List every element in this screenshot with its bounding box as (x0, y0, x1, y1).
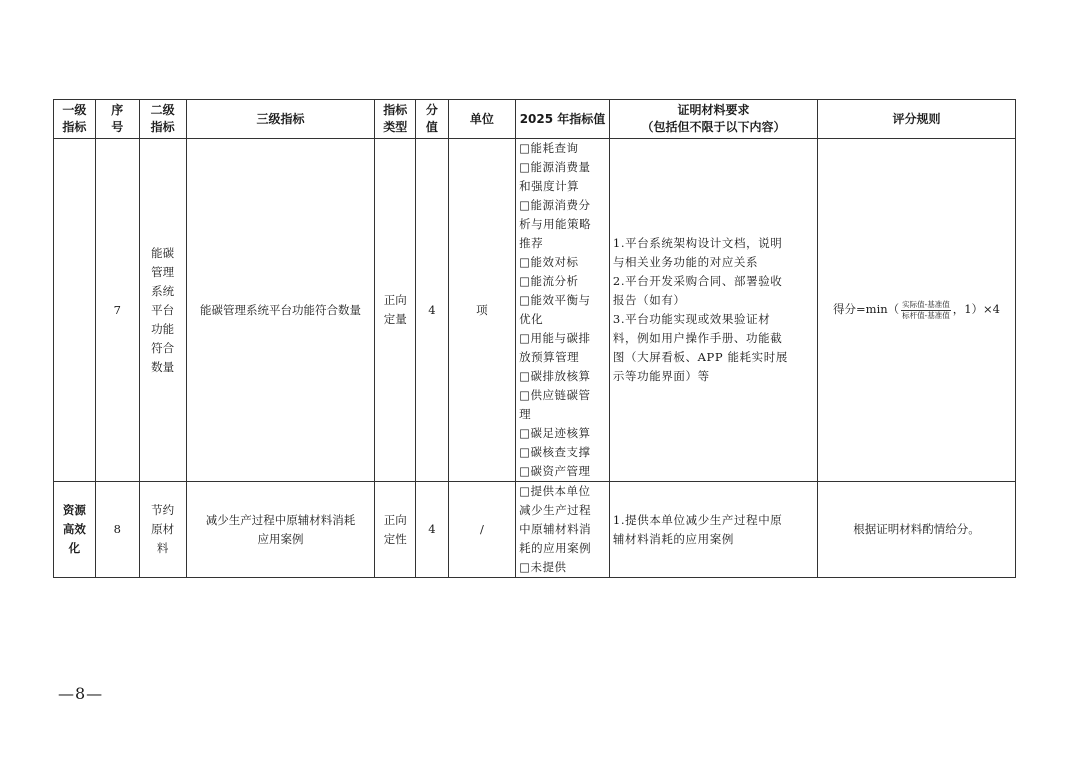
header-seq: 序 号 (95, 100, 139, 139)
option-line: □能效平衡与 (519, 293, 591, 307)
header-level2: 二级 指标 (139, 100, 186, 139)
cell-level2: 能碳 管理 系统 平台 功能 符合 数量 (139, 139, 186, 482)
formula-fraction: $\frac{\text{实际值-基准值}}{\text{标杆值-基准值}}$ (902, 299, 950, 320)
option-line: □未提供 (519, 560, 567, 574)
page-number: —8— (58, 684, 104, 703)
option-line: □碳排放核算 (519, 369, 591, 383)
cell-target-options (516, 482, 610, 578)
indicator-table (53, 99, 1016, 578)
cell-type: 正向 定性 (375, 482, 416, 578)
header-type: 指标 类型 (375, 100, 416, 139)
cell-evidence: 1.平台系统架构设计文档，说明 与相关业务功能的对应关系 2.平台开发采购合同、部署验收 报告（如有） 3.平台功能实现或效果验证材 料，例如用户操作手册、功能截 图（大屏看板、APP 能耗实时展 示等功能界面）等 (609, 139, 817, 482)
option-line: □碳核查支撑 (519, 445, 591, 459)
cell-level3: 减少生产过程中原辅材料消耗 应用案例 (186, 482, 375, 578)
cell-level2: 节约 原材 料 (139, 482, 186, 578)
option-line: 推荐 (519, 236, 544, 250)
cell-target-options (516, 139, 610, 482)
cell-evidence: 1.提供本单位减少生产过程中原 辅材料消耗的应用案例 (609, 482, 817, 578)
option-line: □能流分析 (519, 274, 579, 288)
option-line: □供应链碳管 (519, 388, 591, 402)
header-row (54, 100, 1016, 139)
cell-unit: 项 (448, 139, 515, 482)
cell-level3: 能碳管理系统平台功能符合数量 (186, 139, 375, 482)
table-row (54, 139, 1016, 482)
header-level1: 一级 指标 (54, 100, 96, 139)
option-line: 放预算管理 (519, 350, 580, 364)
option-line: □碳足迹核算 (519, 426, 591, 440)
cell-score: 4 (416, 139, 449, 482)
cell-rule (818, 139, 1016, 482)
header-evidence: 证明材料要求 （包括但不限于以下内容） (609, 100, 817, 139)
cell-score: 4 (416, 482, 449, 578)
option-line: □能源消费量 (519, 160, 591, 174)
option-line: □能源消费分 (519, 198, 591, 212)
option-line: 理 (519, 407, 532, 421)
header-level3: 三级指标 (186, 100, 375, 139)
option-line: □用能与碳排 (519, 331, 591, 345)
option-line: 减少生产过程 (519, 503, 592, 517)
option-line: 中原辅材料消 (519, 522, 592, 536)
cell-seq: 7 (95, 139, 139, 482)
option-line: 析与用能策略 (519, 217, 592, 231)
option-line: □能效对标 (519, 255, 579, 269)
table-row (54, 482, 1016, 578)
header-unit: 单位 (448, 100, 515, 139)
option-line: □能耗查询 (519, 141, 579, 155)
header-rule: 评分规则 (818, 100, 1016, 139)
option-line: □碳资产管理 (519, 464, 591, 478)
cell-level1: 资源 高效 化 (54, 482, 96, 578)
cell-type: 正向 定量 (375, 139, 416, 482)
cell-rule: 根据证明材料酌情给分。 (818, 482, 1016, 578)
header-score: 分 值 (416, 100, 449, 139)
header-target-2025: 2025 年指标值 (516, 100, 610, 139)
option-line: 和强度计算 (519, 179, 580, 193)
cell-level1 (54, 139, 96, 482)
cell-unit: / (448, 482, 515, 578)
cell-seq: 8 (95, 482, 139, 578)
score-formula: 得分=min（ $\frac{\text{实际值-基准值}}{\text{标杆值-基准值}}$ ，1）×4 (833, 299, 1000, 320)
option-line: 耗的应用案例 (519, 541, 592, 555)
option-line: □提供本单位 (519, 484, 591, 498)
option-line: 优化 (519, 312, 544, 326)
